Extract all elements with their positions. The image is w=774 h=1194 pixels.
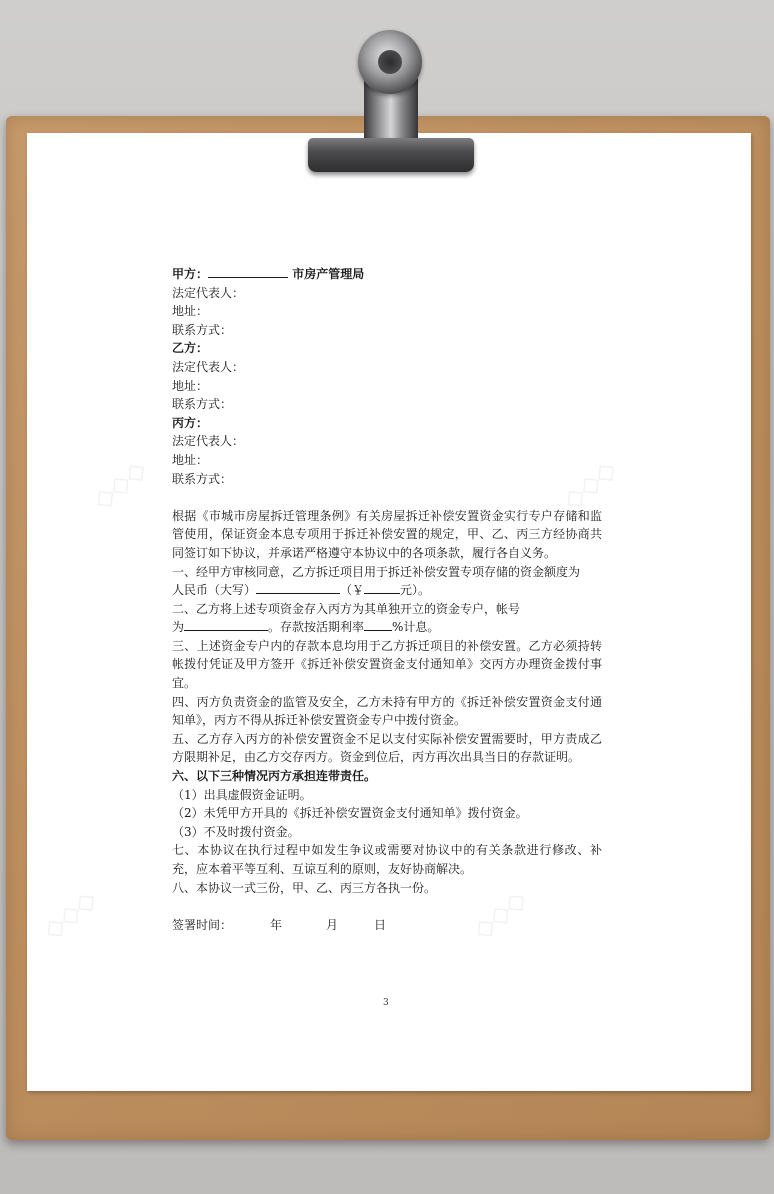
watermark-mark: ◇◇◇ — [87, 454, 153, 516]
yuan-symbol: （￥ — [340, 583, 365, 598]
clause-5: 五、乙方存入丙方的补偿安置资金不足以支付实际补偿安置需要时，甲方责成乙方限期补足，由乙方交存丙方。资金到位后，丙方再次出具当日的存款证明。 — [172, 731, 602, 765]
party-a-label: 甲方： — [172, 267, 209, 281]
clause-3: 三、上述资金专户内的存款本息均用于乙方拆迁项目的补偿安置。乙方必须持转帐拨付凭证及甲方签开《拆迁补偿安置资金支付通知单》交丙方办理资金拨付事宜。 — [172, 638, 602, 691]
clause-7: 七、本协议在执行过程中如发生争议或需要对协议中的有关条款进行修改、补充，应本着平等互利、互谅互利的原则，友好协商解决。 — [172, 843, 602, 876]
interest-rate-blank[interactable] — [364, 618, 392, 631]
clause-6-item-1: （1）出具虚假资金证明。 — [172, 787, 312, 802]
intro-paragraph: 根据《市城市房屋拆迁管理条例》有关房屋拆迁补偿安置资金实行专户存储和监管使用，保证资金本息专项用于拆迁补偿安置的规定，甲、乙、丙三方经协商共同签订如下协议，并承诺严格遵守本协议中的各项条款，履行各自义务。 — [172, 508, 602, 560]
party-c-rep: 法定代表人： — [172, 434, 245, 449]
page-number: 3 — [383, 998, 389, 1008]
clip-hole — [378, 50, 402, 74]
party-a-rep: 法定代表人： — [172, 285, 245, 300]
party-b-label: 乙方： — [172, 341, 209, 356]
signing-date-line — [172, 916, 602, 935]
watermark-mark: ◇◇◇ — [467, 884, 533, 946]
party-c-address: 地址： — [172, 452, 209, 467]
amount-words-blank[interactable] — [256, 581, 340, 594]
party-c-label: 丙方： — [172, 415, 209, 430]
clause-4: 四、丙方负责资金的监管及安全，乙方未持有甲方的《拆迁补偿安置资金支付通知单》，丙方不得从拆迁补偿安置资金专户中拨付资金。 — [172, 694, 602, 728]
party-b-rep: 法定代表人： — [172, 359, 245, 374]
party-a-line — [172, 265, 602, 284]
clause-2-account-line — [172, 618, 602, 637]
clause-6-item-2: （2）未凭甲方开具的《拆迁补偿安置资金支付通知单》拨付资金。 — [172, 806, 528, 821]
party-c-contact: 联系方式： — [172, 471, 233, 486]
watermark-mark: ◇◇◇ — [557, 454, 623, 516]
account-prefix: 为 — [172, 620, 185, 635]
party-a-suffix: 市房产管理局 — [292, 267, 365, 281]
rmb-label: 人民币（大写） — [172, 583, 257, 598]
agreement-body — [172, 265, 602, 934]
signing-day: 日 — [374, 917, 387, 932]
clip-base — [308, 138, 474, 172]
party-a-address: 地址： — [172, 304, 209, 319]
signing-label: 签署时间： — [172, 917, 233, 932]
watermark-mark: ◇◇◇ — [37, 884, 103, 946]
interest-label: 。存款按活期利率 — [268, 620, 365, 635]
party-a-blank[interactable] — [208, 265, 288, 278]
party-b-contact: 联系方式： — [172, 397, 233, 412]
party-a-contact: 联系方式： — [172, 322, 233, 337]
clause-6: 六、以下三种情况丙方承担连带责任。 — [172, 769, 377, 784]
party-b-address: 地址： — [172, 378, 209, 393]
clause-1: 一、经甲方审核同意，乙方拆迁项目用于拆迁补偿安置专项存储的资金额度为 — [172, 564, 581, 579]
clause-1-amount-line — [172, 581, 602, 600]
clause-6-item-3: （3）不及时拨付资金。 — [172, 824, 300, 839]
yuan-unit: 元）。 — [400, 583, 431, 598]
interest-unit: %计息。 — [392, 620, 440, 635]
signing-month: 月 — [326, 917, 339, 932]
amount-figures-blank[interactable] — [364, 581, 400, 594]
clause-8: 八、本协议一式三份，甲、乙、丙三方各执一份。 — [172, 880, 437, 895]
signing-year: 年 — [270, 917, 283, 932]
account-number-blank[interactable] — [184, 618, 268, 631]
clause-2: 二、乙方将上述专项资金存入丙方为其单独开立的资金专户，帐号 — [172, 601, 521, 616]
